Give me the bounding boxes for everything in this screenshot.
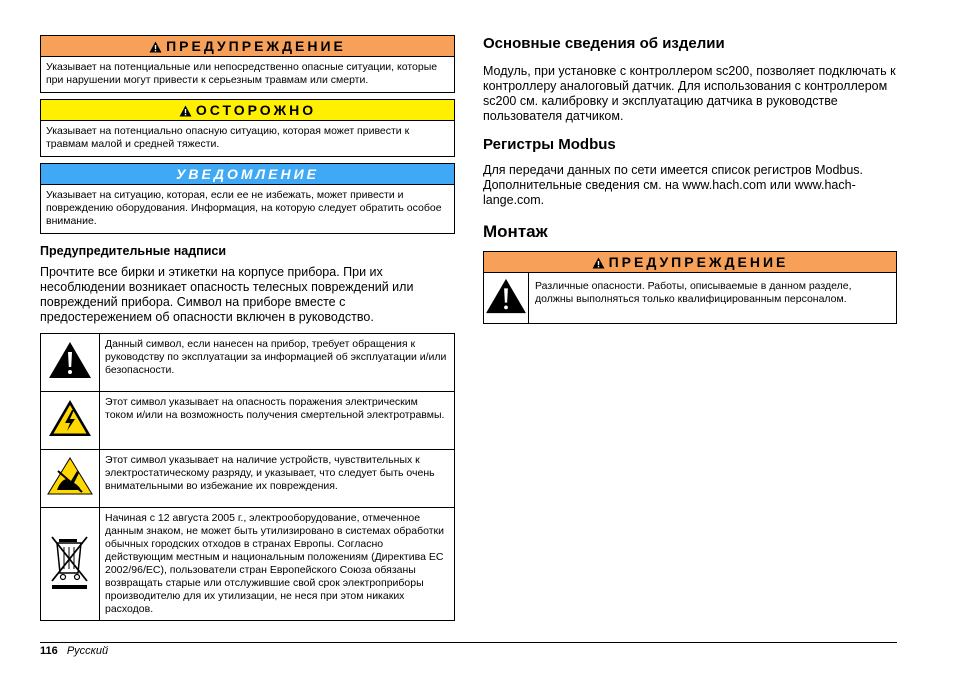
install-warning-text: Различные опасности. Работы, описываемые в данном разделе, должны выполняться только квалифицированным персоналом. [535, 280, 852, 305]
left-column [40, 35, 455, 621]
warning-box [40, 35, 455, 93]
footer-divider [40, 642, 897, 643]
symbol-text: Этот символ указывает на опасность поражения электрическим током и/или на возможность получения смертельной электротравмы. [100, 392, 455, 450]
warning-triangle-icon [149, 38, 162, 58]
overview-text: Модуль, при установке с контроллером sc200, позволяет подключать к контроллеру аналоговый датчик. Для использования с контроллером sc200 см. калибровку и эксплуатацию датчика в руководстве пользователя датчиком. [483, 64, 896, 123]
caution-triangle-icon [179, 102, 192, 122]
caution-text: Указывает на потенциально опасную ситуацию, которая может привести к травмам малой и средней тяжести. [46, 125, 410, 150]
symbol-row [41, 392, 455, 450]
electric-shock-icon [47, 425, 93, 442]
modbus-heading: Регистры Modbus [483, 136, 616, 153]
weee-bin-icon [49, 578, 91, 595]
caution-header [41, 100, 454, 121]
esd-icon [47, 482, 93, 499]
install-warning-icon-cell [484, 273, 529, 323]
warning-text: Указывает на потенциальные или непосредственно опасные ситуации, которые при нарушении могут привести к серьезным травмам или смерти. [46, 61, 438, 86]
caution-title: ОСТОРОЖНО [195, 102, 317, 118]
notice-box [40, 163, 455, 234]
warning-triangle-icon [484, 277, 528, 320]
notice-text: Указывает на ситуацию, которая, если ее не избежать, может привести и повреждению оборудования. Информация, на которую следует обратить особое внимание. [46, 189, 442, 227]
notice-header: УВЕДОМЛЕНИЕ [41, 164, 454, 185]
install-warning-title: ПРЕДУПРЕЖДЕНИЕ [608, 254, 789, 270]
install-heading: Монтаж [483, 222, 548, 241]
symbol-row [41, 334, 455, 392]
labels-paragraph: Прочтите все бирки и этикетки на корпусе прибора. При их несоблюдении возникает опасность телесных повреждений или повреждений прибора. Символ на приборе вместе с предостережением об опасности включен в руководство. [40, 265, 414, 324]
install-warning-header [484, 252, 896, 273]
symbol-text: Начиная с 12 августа 2005 г., электрооборудование, отмеченное данным знаком, не может быть утилизировано в системах обработки обычных городских отходов в странах Европы. Согласно действующим местным и национальным положениям (Директива ЕС 2002/96/ЕС), пользователи стран Европейского Союза обязаны возвращать старые или отслужившие свой срок электроприборы производителю для их утилизации, не неся при этом никаких расходов. [100, 508, 455, 621]
warning-triangle-icon [47, 367, 93, 384]
symbol-text: Этот символ указывает на наличие устройств, чувствительных к электростатическому разряду, и указывает, что следует быть очень внимательными во избежание их повреждения. [100, 450, 455, 508]
modbus-text: Для передачи данных по сети имеется список регистров Modbus. Дополнительные сведения см. на www.hach.com или www.hach-lange.com. [483, 163, 864, 207]
footer-language: Русский [66, 645, 109, 657]
symbols-table [40, 333, 455, 621]
warning-header [41, 36, 454, 57]
caution-box [40, 99, 455, 157]
overview-heading: Основные сведения об изделии [483, 35, 725, 52]
labels-heading: Предупредительные надписи [40, 244, 227, 258]
install-warning-box [483, 251, 897, 324]
symbol-text: Данный символ, если нанесен на прибор, требует обращения к руководству по эксплуатации за информацией об эксплуатации и/или безопасности. [100, 334, 455, 392]
symbol-row [41, 508, 455, 621]
symbol-row [41, 450, 455, 508]
warning-title: ПРЕДУПРЕЖДЕНИЕ [166, 38, 346, 54]
right-column [483, 35, 897, 324]
warning-triangle-icon [592, 254, 605, 274]
page-footer [40, 645, 108, 657]
page-number: 116 [40, 645, 58, 657]
install-warning-row [484, 273, 896, 323]
